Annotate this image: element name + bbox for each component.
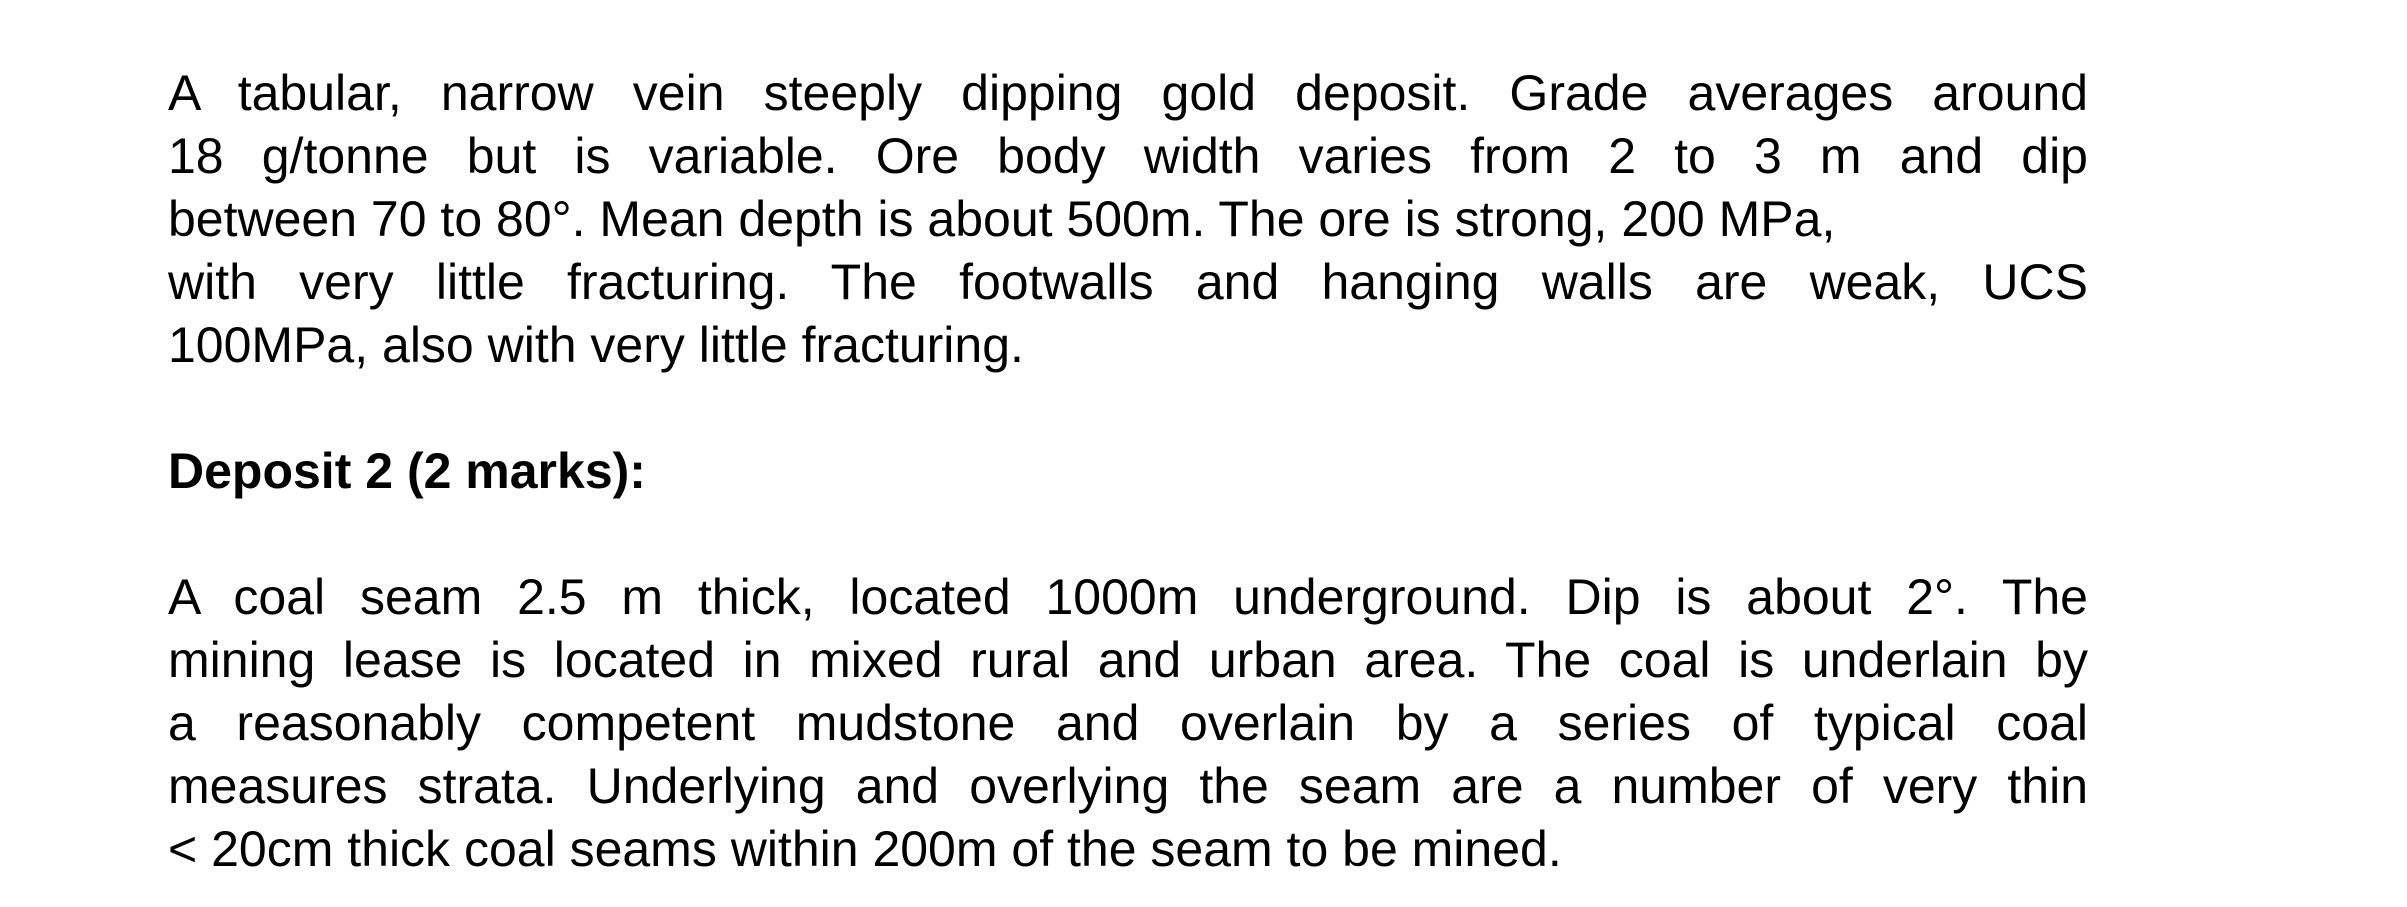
paragraph-line: mining lease is located in mixed rural and urban area. The coal is underlain by	[168, 632, 2088, 688]
deposit-2-paragraph	[168, 566, 2088, 881]
paragraph-line: < 20cm thick coal seams within 200m of the seam to be mined.	[168, 821, 1562, 877]
paragraph-line: with very little fracturing. The footwalls and hanging walls are weak, UCS	[168, 254, 2088, 310]
paragraph-line: measures strata. Underlying and overlying the seam are a number of very thin	[168, 758, 2088, 814]
paragraph-line: between 70 to 80°. Mean depth is about 500m. The ore is strong, 200 MPa,	[168, 191, 1836, 247]
paragraph-line: A coal seam 2.5 m thick, located 1000m underground. Dip is about 2°. The	[168, 569, 2088, 625]
paragraph-line: 18 g/tonne but is variable. Ore body width varies from 2 to 3 m and dip	[168, 128, 2088, 184]
paragraph-line: a reasonably competent mudstone and overlain by a series of typical coal	[168, 695, 2088, 751]
deposit-2-heading: Deposit 2 (2 marks):	[168, 443, 646, 499]
document-page	[168, 62, 2088, 881]
deposit-1-paragraph	[168, 62, 2088, 377]
paragraph-line: A tabular, narrow vein steeply dipping gold deposit. Grade averages around	[168, 65, 2088, 121]
paragraph-line: 100MPa, also with very little fracturing.	[168, 317, 1024, 373]
